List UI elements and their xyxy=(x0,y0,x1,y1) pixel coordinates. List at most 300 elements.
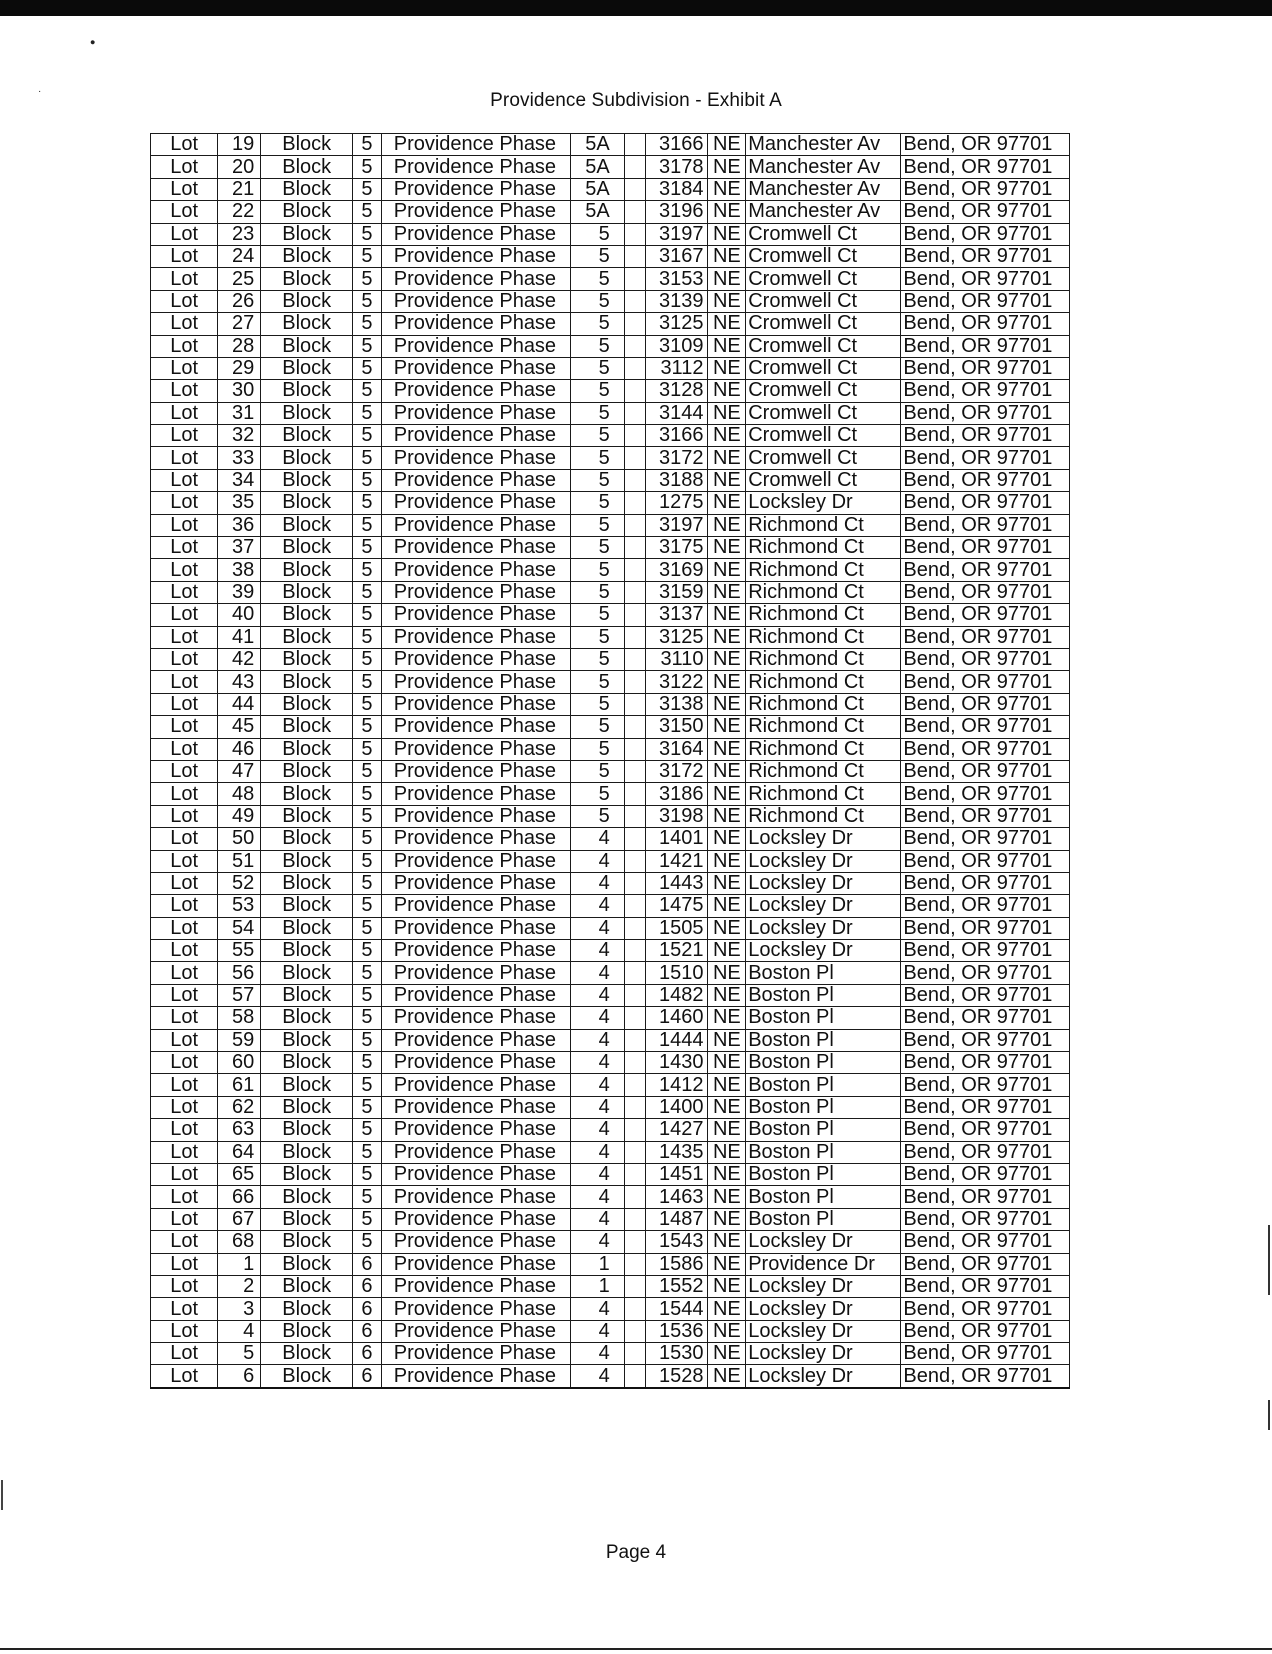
block-number-cell: 5 xyxy=(353,178,382,200)
lot-label-cell: Lot xyxy=(151,156,218,178)
direction-cell: NE xyxy=(708,671,746,693)
blank-cell xyxy=(624,380,645,402)
lot-label-cell: Lot xyxy=(151,828,218,850)
phase-cell: 5 xyxy=(570,245,624,267)
table-row xyxy=(151,425,1070,447)
lot-number-cell: 55 xyxy=(218,940,261,962)
direction-cell: NE xyxy=(708,335,746,357)
lot-label-cell: Lot xyxy=(151,1343,218,1365)
subdivision-cell: Providence Phase xyxy=(381,738,570,760)
block-label-cell: Block xyxy=(261,1007,353,1029)
lot-label-cell: Lot xyxy=(151,1231,218,1253)
city-cell: Bend, OR 97701 xyxy=(901,783,1070,805)
street-cell: Richmond Ct xyxy=(746,671,901,693)
city-cell: Bend, OR 97701 xyxy=(901,872,1070,894)
block-number-cell: 5 xyxy=(353,425,382,447)
lot-label-cell: Lot xyxy=(151,514,218,536)
block-number-cell: 5 xyxy=(353,738,382,760)
block-number-cell: 5 xyxy=(353,805,382,827)
city-cell: Bend, OR 97701 xyxy=(901,895,1070,917)
lot-table-body xyxy=(151,134,1070,1388)
block-label-cell: Block xyxy=(261,1320,353,1342)
phase-cell: 5 xyxy=(570,581,624,603)
block-label-cell: Block xyxy=(261,604,353,626)
lot-number-cell: 21 xyxy=(218,178,261,200)
phase-cell: 5 xyxy=(570,402,624,424)
city-cell: Bend, OR 97701 xyxy=(901,693,1070,715)
blank-cell xyxy=(624,626,645,648)
phase-cell: 4 xyxy=(570,1343,624,1365)
scan-edge-line xyxy=(1268,1225,1270,1295)
address-number-cell: 3167 xyxy=(646,245,708,267)
direction-cell: NE xyxy=(708,223,746,245)
blank-cell xyxy=(624,1298,645,1320)
phase-cell: 5 xyxy=(570,447,624,469)
block-number-cell: 6 xyxy=(353,1253,382,1275)
table-row xyxy=(151,1052,1070,1074)
subdivision-cell: Providence Phase xyxy=(381,828,570,850)
block-number-cell: 5 xyxy=(353,1007,382,1029)
city-cell: Bend, OR 97701 xyxy=(901,156,1070,178)
address-number-cell: 1530 xyxy=(646,1343,708,1365)
table-row xyxy=(151,783,1070,805)
lot-number-cell: 22 xyxy=(218,201,261,223)
subdivision-cell: Providence Phase xyxy=(381,1007,570,1029)
lot-number-cell: 66 xyxy=(218,1186,261,1208)
address-number-cell: 1482 xyxy=(646,984,708,1006)
block-number-cell: 6 xyxy=(353,1298,382,1320)
blank-cell xyxy=(624,940,645,962)
address-number-cell: 1412 xyxy=(646,1074,708,1096)
city-cell: Bend, OR 97701 xyxy=(901,559,1070,581)
address-number-cell: 3122 xyxy=(646,671,708,693)
table-row xyxy=(151,940,1070,962)
subdivision-cell: Providence Phase xyxy=(381,290,570,312)
lot-number-cell: 34 xyxy=(218,469,261,491)
block-number-cell: 5 xyxy=(353,895,382,917)
lot-label-cell: Lot xyxy=(151,984,218,1006)
city-cell: Bend, OR 97701 xyxy=(901,492,1070,514)
block-label-cell: Block xyxy=(261,1208,353,1230)
subdivision-cell: Providence Phase xyxy=(381,357,570,379)
address-number-cell: 1487 xyxy=(646,1208,708,1230)
city-cell: Bend, OR 97701 xyxy=(901,1007,1070,1029)
lot-number-cell: 40 xyxy=(218,604,261,626)
lot-number-cell: 33 xyxy=(218,447,261,469)
phase-cell: 4 xyxy=(570,1231,624,1253)
lot-number-cell: 32 xyxy=(218,425,261,447)
lot-number-cell: 2 xyxy=(218,1275,261,1297)
lot-label-cell: Lot xyxy=(151,1096,218,1118)
city-cell: Bend, OR 97701 xyxy=(901,313,1070,335)
table-row xyxy=(151,962,1070,984)
address-number-cell: 3172 xyxy=(646,760,708,782)
city-cell: Bend, OR 97701 xyxy=(901,1343,1070,1365)
subdivision-cell: Providence Phase xyxy=(381,1029,570,1051)
direction-cell: NE xyxy=(708,156,746,178)
block-label-cell: Block xyxy=(261,917,353,939)
street-cell: Cromwell Ct xyxy=(746,245,901,267)
block-number-cell: 6 xyxy=(353,1275,382,1297)
direction-cell: NE xyxy=(708,1096,746,1118)
table-row xyxy=(151,1141,1070,1163)
block-label-cell: Block xyxy=(261,245,353,267)
direction-cell: NE xyxy=(708,290,746,312)
blank-cell xyxy=(624,693,645,715)
block-number-cell: 5 xyxy=(353,469,382,491)
direction-cell: NE xyxy=(708,1074,746,1096)
city-cell: Bend, OR 97701 xyxy=(901,425,1070,447)
block-label-cell: Block xyxy=(261,492,353,514)
phase-cell: 4 xyxy=(570,917,624,939)
table-row xyxy=(151,1007,1070,1029)
direction-cell: NE xyxy=(708,268,746,290)
lot-label-cell: Lot xyxy=(151,626,218,648)
subdivision-cell: Providence Phase xyxy=(381,447,570,469)
street-cell: Boston Pl xyxy=(746,1163,901,1185)
city-cell: Bend, OR 97701 xyxy=(901,581,1070,603)
table-row xyxy=(151,1208,1070,1230)
block-label-cell: Block xyxy=(261,895,353,917)
direction-cell: NE xyxy=(708,1343,746,1365)
block-label-cell: Block xyxy=(261,738,353,760)
subdivision-cell: Providence Phase xyxy=(381,783,570,805)
block-number-cell: 5 xyxy=(353,940,382,962)
table-row xyxy=(151,872,1070,894)
phase-cell: 1 xyxy=(570,1275,624,1297)
city-cell: Bend, OR 97701 xyxy=(901,201,1070,223)
block-number-cell: 5 xyxy=(353,1231,382,1253)
lot-label-cell: Lot xyxy=(151,648,218,670)
direction-cell: NE xyxy=(708,1253,746,1275)
address-number-cell: 1451 xyxy=(646,1163,708,1185)
lot-label-cell: Lot xyxy=(151,357,218,379)
city-cell: Bend, OR 97701 xyxy=(901,447,1070,469)
lot-label-cell: Lot xyxy=(151,783,218,805)
street-cell: Richmond Ct xyxy=(746,514,901,536)
table-row xyxy=(151,537,1070,559)
block-label-cell: Block xyxy=(261,1275,353,1297)
blank-cell xyxy=(624,1029,645,1051)
city-cell: Bend, OR 97701 xyxy=(901,1119,1070,1141)
direction-cell: NE xyxy=(708,581,746,603)
city-cell: Bend, OR 97701 xyxy=(901,1208,1070,1230)
direction-cell: NE xyxy=(708,514,746,536)
lot-number-cell: 41 xyxy=(218,626,261,648)
table-row xyxy=(151,581,1070,603)
address-number-cell: 3197 xyxy=(646,514,708,536)
blank-cell xyxy=(624,1007,645,1029)
city-cell: Bend, OR 97701 xyxy=(901,335,1070,357)
lot-label-cell: Lot xyxy=(151,134,218,156)
direction-cell: NE xyxy=(708,1365,746,1388)
blank-cell xyxy=(624,581,645,603)
direction-cell: NE xyxy=(708,1119,746,1141)
blank-cell xyxy=(624,1074,645,1096)
city-cell: Bend, OR 97701 xyxy=(901,268,1070,290)
lot-label-cell: Lot xyxy=(151,850,218,872)
city-cell: Bend, OR 97701 xyxy=(901,537,1070,559)
subdivision-cell: Providence Phase xyxy=(381,1275,570,1297)
table-row xyxy=(151,716,1070,738)
block-label-cell: Block xyxy=(261,559,353,581)
lot-number-cell: 31 xyxy=(218,402,261,424)
lot-label-cell: Lot xyxy=(151,268,218,290)
address-number-cell: 3172 xyxy=(646,447,708,469)
subdivision-cell: Providence Phase xyxy=(381,962,570,984)
subdivision-cell: Providence Phase xyxy=(381,514,570,536)
table-row xyxy=(151,850,1070,872)
block-label-cell: Block xyxy=(261,1119,353,1141)
street-cell: Manchester Av xyxy=(746,178,901,200)
phase-cell: 4 xyxy=(570,1320,624,1342)
direction-cell: NE xyxy=(708,895,746,917)
block-label-cell: Block xyxy=(261,783,353,805)
lot-number-cell: 35 xyxy=(218,492,261,514)
direction-cell: NE xyxy=(708,805,746,827)
blank-cell xyxy=(624,850,645,872)
direction-cell: NE xyxy=(708,537,746,559)
address-number-cell: 1586 xyxy=(646,1253,708,1275)
city-cell: Bend, OR 97701 xyxy=(901,1253,1070,1275)
subdivision-cell: Providence Phase xyxy=(381,760,570,782)
direction-cell: NE xyxy=(708,738,746,760)
block-label-cell: Block xyxy=(261,1231,353,1253)
lot-number-cell: 59 xyxy=(218,1029,261,1051)
street-cell: Richmond Ct xyxy=(746,581,901,603)
lot-label-cell: Lot xyxy=(151,1186,218,1208)
lot-label-cell: Lot xyxy=(151,425,218,447)
address-number-cell: 3138 xyxy=(646,693,708,715)
block-label-cell: Block xyxy=(261,1298,353,1320)
lot-label-cell: Lot xyxy=(151,962,218,984)
blank-cell xyxy=(624,1141,645,1163)
city-cell: Bend, OR 97701 xyxy=(901,1275,1070,1297)
city-cell: Bend, OR 97701 xyxy=(901,402,1070,424)
phase-cell: 5 xyxy=(570,716,624,738)
direction-cell: NE xyxy=(708,626,746,648)
lot-label-cell: Lot xyxy=(151,1320,218,1342)
city-cell: Bend, OR 97701 xyxy=(901,738,1070,760)
phase-cell: 5 xyxy=(570,492,624,514)
lot-label-cell: Lot xyxy=(151,1275,218,1297)
address-number-cell: 3139 xyxy=(646,290,708,312)
lot-label-cell: Lot xyxy=(151,178,218,200)
address-number-cell: 3196 xyxy=(646,201,708,223)
block-number-cell: 5 xyxy=(353,537,382,559)
direction-cell: NE xyxy=(708,245,746,267)
subdivision-cell: Providence Phase xyxy=(381,940,570,962)
phase-cell: 5 xyxy=(570,738,624,760)
block-label-cell: Block xyxy=(261,402,353,424)
direction-cell: NE xyxy=(708,783,746,805)
city-cell: Bend, OR 97701 xyxy=(901,357,1070,379)
lot-label-cell: Lot xyxy=(151,1208,218,1230)
block-label-cell: Block xyxy=(261,760,353,782)
street-cell: Locksley Dr xyxy=(746,1231,901,1253)
lot-number-cell: 3 xyxy=(218,1298,261,1320)
blank-cell xyxy=(624,1275,645,1297)
address-number-cell: 3178 xyxy=(646,156,708,178)
table-row xyxy=(151,828,1070,850)
blank-cell xyxy=(624,290,645,312)
direction-cell: NE xyxy=(708,357,746,379)
table-row xyxy=(151,1074,1070,1096)
direction-cell: NE xyxy=(708,425,746,447)
city-cell: Bend, OR 97701 xyxy=(901,1141,1070,1163)
direction-cell: NE xyxy=(708,380,746,402)
phase-cell: 5 xyxy=(570,290,624,312)
direction-cell: NE xyxy=(708,559,746,581)
phase-cell: 5A xyxy=(570,134,624,156)
street-cell: Cromwell Ct xyxy=(746,313,901,335)
lot-number-cell: 53 xyxy=(218,895,261,917)
city-cell: Bend, OR 97701 xyxy=(901,760,1070,782)
lot-label-cell: Lot xyxy=(151,1298,218,1320)
phase-cell: 4 xyxy=(570,895,624,917)
subdivision-cell: Providence Phase xyxy=(381,850,570,872)
table-row xyxy=(151,1119,1070,1141)
lot-number-cell: 26 xyxy=(218,290,261,312)
table-row xyxy=(151,1343,1070,1365)
address-number-cell: 3137 xyxy=(646,604,708,626)
street-cell: Providence Dr xyxy=(746,1253,901,1275)
phase-cell: 4 xyxy=(570,1052,624,1074)
blank-cell xyxy=(624,537,645,559)
blank-cell xyxy=(624,313,645,335)
street-cell: Richmond Ct xyxy=(746,783,901,805)
phase-cell: 5 xyxy=(570,783,624,805)
phase-cell: 5 xyxy=(570,335,624,357)
phase-cell: 5 xyxy=(570,648,624,670)
block-label-cell: Block xyxy=(261,940,353,962)
block-number-cell: 5 xyxy=(353,134,382,156)
city-cell: Bend, OR 97701 xyxy=(901,604,1070,626)
address-number-cell: 1444 xyxy=(646,1029,708,1051)
block-number-cell: 5 xyxy=(353,335,382,357)
subdivision-cell: Providence Phase xyxy=(381,425,570,447)
block-number-cell: 5 xyxy=(353,581,382,603)
address-number-cell: 1536 xyxy=(646,1320,708,1342)
address-number-cell: 3125 xyxy=(646,626,708,648)
address-number-cell: 3166 xyxy=(646,134,708,156)
address-number-cell: 1510 xyxy=(646,962,708,984)
phase-cell: 5A xyxy=(570,178,624,200)
city-cell: Bend, OR 97701 xyxy=(901,828,1070,850)
block-label-cell: Block xyxy=(261,357,353,379)
lot-label-cell: Lot xyxy=(151,760,218,782)
direction-cell: NE xyxy=(708,1320,746,1342)
block-label-cell: Block xyxy=(261,1074,353,1096)
table-row xyxy=(151,1163,1070,1185)
subdivision-cell: Providence Phase xyxy=(381,335,570,357)
subdivision-cell: Providence Phase xyxy=(381,469,570,491)
block-label-cell: Block xyxy=(261,425,353,447)
blank-cell xyxy=(624,178,645,200)
lot-label-cell: Lot xyxy=(151,469,218,491)
subdivision-cell: Providence Phase xyxy=(381,134,570,156)
block-number-cell: 5 xyxy=(353,447,382,469)
block-label-cell: Block xyxy=(261,201,353,223)
address-number-cell: 3153 xyxy=(646,268,708,290)
street-cell: Boston Pl xyxy=(746,1074,901,1096)
street-cell: Cromwell Ct xyxy=(746,290,901,312)
block-number-cell: 5 xyxy=(353,962,382,984)
direction-cell: NE xyxy=(708,1208,746,1230)
lot-table xyxy=(150,133,1070,1389)
table-row xyxy=(151,447,1070,469)
lot-label-cell: Lot xyxy=(151,290,218,312)
lot-number-cell: 42 xyxy=(218,648,261,670)
page-number: Page 4 xyxy=(605,1542,667,1563)
lot-label-cell: Lot xyxy=(151,604,218,626)
lot-number-cell: 63 xyxy=(218,1119,261,1141)
blank-cell xyxy=(624,559,645,581)
address-number-cell: 3128 xyxy=(646,380,708,402)
lot-label-cell: Lot xyxy=(151,245,218,267)
address-number-cell: 1528 xyxy=(646,1365,708,1388)
blank-cell xyxy=(624,1231,645,1253)
street-cell: Boston Pl xyxy=(746,1007,901,1029)
lot-number-cell: 27 xyxy=(218,313,261,335)
subdivision-cell: Providence Phase xyxy=(381,805,570,827)
lot-number-cell: 30 xyxy=(218,380,261,402)
lot-label-cell: Lot xyxy=(151,313,218,335)
table-row xyxy=(151,895,1070,917)
direction-cell: NE xyxy=(708,1052,746,1074)
street-cell: Locksley Dr xyxy=(746,1365,901,1388)
table-row xyxy=(151,917,1070,939)
street-cell: Locksley Dr xyxy=(746,1343,901,1365)
lot-number-cell: 48 xyxy=(218,783,261,805)
block-label-cell: Block xyxy=(261,962,353,984)
block-label-cell: Block xyxy=(261,1096,353,1118)
street-cell: Cromwell Ct xyxy=(746,469,901,491)
city-cell: Bend, OR 97701 xyxy=(901,469,1070,491)
city-cell: Bend, OR 97701 xyxy=(901,178,1070,200)
phase-cell: 4 xyxy=(570,1208,624,1230)
subdivision-cell: Providence Phase xyxy=(381,268,570,290)
city-cell: Bend, OR 97701 xyxy=(901,917,1070,939)
block-label-cell: Block xyxy=(261,828,353,850)
blank-cell xyxy=(624,1052,645,1074)
street-cell: Locksley Dr xyxy=(746,895,901,917)
blank-cell xyxy=(624,872,645,894)
lot-label-cell: Lot xyxy=(151,581,218,603)
blank-cell xyxy=(624,357,645,379)
lot-number-cell: 1 xyxy=(218,1253,261,1275)
phase-cell: 4 xyxy=(570,962,624,984)
city-cell: Bend, OR 97701 xyxy=(901,850,1070,872)
table-row xyxy=(151,1186,1070,1208)
address-number-cell: 3166 xyxy=(646,425,708,447)
blank-cell xyxy=(624,783,645,805)
block-label-cell: Block xyxy=(261,850,353,872)
street-cell: Locksley Dr xyxy=(746,917,901,939)
address-number-cell: 1460 xyxy=(646,1007,708,1029)
lot-label-cell: Lot xyxy=(151,1119,218,1141)
direction-cell: NE xyxy=(708,178,746,200)
lot-label-cell: Lot xyxy=(151,940,218,962)
block-label-cell: Block xyxy=(261,134,353,156)
phase-cell: 5 xyxy=(570,537,624,559)
lot-label-cell: Lot xyxy=(151,1029,218,1051)
subdivision-cell: Providence Phase xyxy=(381,1163,570,1185)
street-cell: Locksley Dr xyxy=(746,828,901,850)
address-number-cell: 1544 xyxy=(646,1298,708,1320)
block-number-cell: 5 xyxy=(353,1141,382,1163)
block-number-cell: 5 xyxy=(353,984,382,1006)
